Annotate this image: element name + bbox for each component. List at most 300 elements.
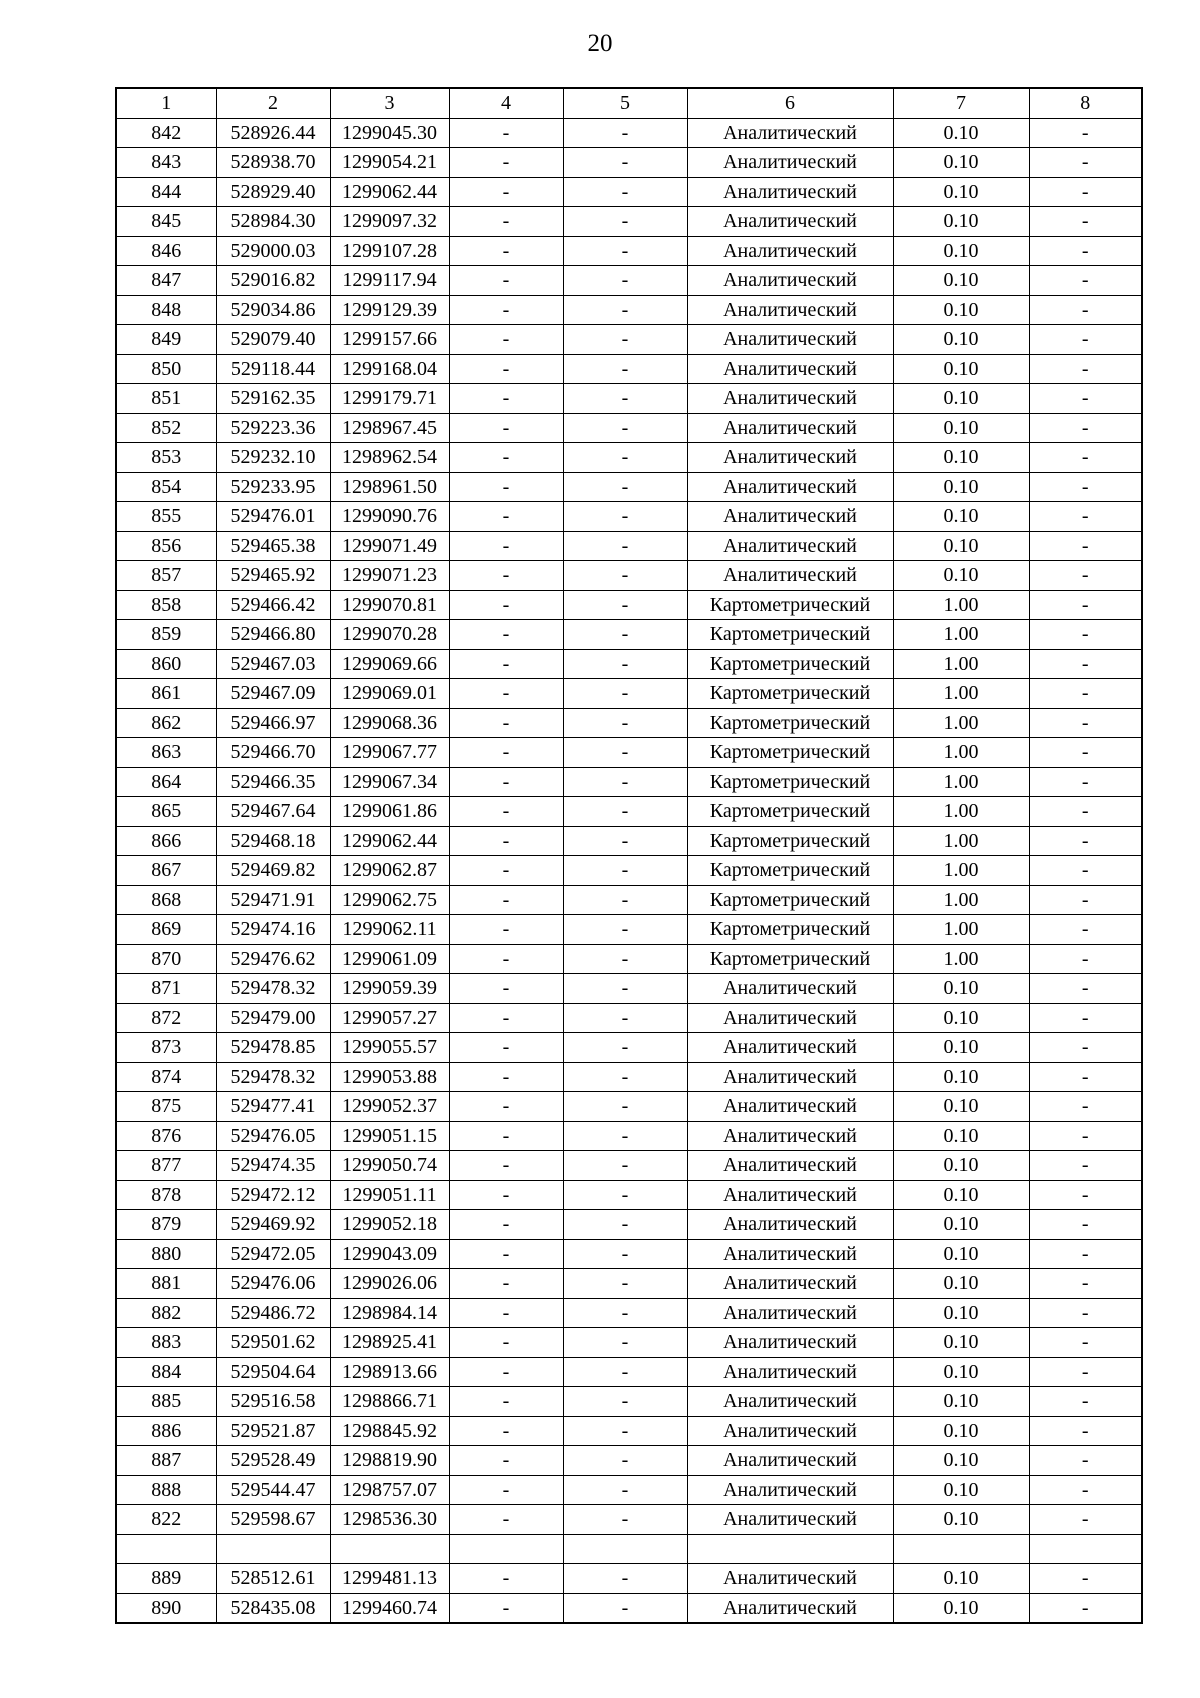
- col8-cell: -: [1029, 944, 1142, 974]
- accuracy-cell: 1.00: [893, 915, 1029, 945]
- x-coordinate-cell: 529476.05: [216, 1121, 330, 1151]
- table-row: [116, 1534, 1142, 1564]
- table-row: [116, 177, 1142, 207]
- table-row: [116, 1298, 1142, 1328]
- column-header: 8: [1029, 88, 1142, 118]
- y-coordinate-cell: [330, 1534, 449, 1564]
- col4-cell: -: [449, 1564, 563, 1594]
- col5-cell: -: [563, 826, 687, 856]
- method-cell: Картометрический: [687, 767, 893, 797]
- col4-cell: -: [449, 1416, 563, 1446]
- x-coordinate-cell: 528926.44: [216, 118, 330, 148]
- x-coordinate-cell: 529466.80: [216, 620, 330, 650]
- table-row: [116, 118, 1142, 148]
- point-number-cell: 867: [116, 856, 216, 886]
- x-coordinate-cell: 529466.70: [216, 738, 330, 768]
- accuracy-cell: 0.10: [893, 1416, 1029, 1446]
- col4-cell: -: [449, 679, 563, 709]
- x-coordinate-cell: 529467.03: [216, 649, 330, 679]
- table-row: [116, 826, 1142, 856]
- col5-cell: -: [563, 1269, 687, 1299]
- x-coordinate-cell: 529468.18: [216, 826, 330, 856]
- col4-cell: -: [449, 1357, 563, 1387]
- col5-cell: -: [563, 1239, 687, 1269]
- x-coordinate-cell: 529474.35: [216, 1151, 330, 1181]
- method-cell: Аналитический: [687, 1003, 893, 1033]
- y-coordinate-cell: 1299107.28: [330, 236, 449, 266]
- x-coordinate-cell: 529472.05: [216, 1239, 330, 1269]
- col5-cell: -: [563, 885, 687, 915]
- col5-cell: -: [563, 797, 687, 827]
- point-number-cell: 849: [116, 325, 216, 355]
- col4-cell: -: [449, 1328, 563, 1358]
- x-coordinate-cell: 529467.64: [216, 797, 330, 827]
- col5-cell: -: [563, 620, 687, 650]
- method-cell: Картометрический: [687, 738, 893, 768]
- accuracy-cell: 0.10: [893, 354, 1029, 384]
- table-row: [116, 590, 1142, 620]
- column-header: 4: [449, 88, 563, 118]
- x-coordinate-cell: 529528.49: [216, 1446, 330, 1476]
- point-number-cell: 843: [116, 148, 216, 178]
- y-coordinate-cell: 1299068.36: [330, 708, 449, 738]
- col8-cell: -: [1029, 1475, 1142, 1505]
- method-cell: Картометрический: [687, 944, 893, 974]
- col8-cell: -: [1029, 856, 1142, 886]
- method-cell: Картометрический: [687, 679, 893, 709]
- col8-cell: -: [1029, 620, 1142, 650]
- accuracy-cell: 0.10: [893, 1593, 1029, 1623]
- accuracy-cell: 0.10: [893, 148, 1029, 178]
- method-cell: Аналитический: [687, 1092, 893, 1122]
- col8-cell: -: [1029, 443, 1142, 473]
- col4-cell: -: [449, 413, 563, 443]
- accuracy-cell: 0.10: [893, 1564, 1029, 1594]
- col5-cell: -: [563, 266, 687, 296]
- col5-cell: -: [563, 1092, 687, 1122]
- point-number-cell: 851: [116, 384, 216, 414]
- table-row: [116, 1328, 1142, 1358]
- x-coordinate-cell: 528984.30: [216, 207, 330, 237]
- column-header: 6: [687, 88, 893, 118]
- method-cell: Аналитический: [687, 974, 893, 1004]
- table-body: [116, 118, 1142, 1623]
- table-header-row: [116, 88, 1142, 118]
- accuracy-cell: 0.10: [893, 177, 1029, 207]
- col4-cell: -: [449, 856, 563, 886]
- col8-cell: -: [1029, 236, 1142, 266]
- point-number-cell: 853: [116, 443, 216, 473]
- x-coordinate-cell: 529476.06: [216, 1269, 330, 1299]
- x-coordinate-cell: 528435.08: [216, 1593, 330, 1623]
- column-header: 3: [330, 88, 449, 118]
- method-cell: Аналитический: [687, 1416, 893, 1446]
- col8-cell: -: [1029, 384, 1142, 414]
- col5-cell: -: [563, 561, 687, 591]
- method-cell: Аналитический: [687, 354, 893, 384]
- y-coordinate-cell: 1299051.15: [330, 1121, 449, 1151]
- col5-cell: -: [563, 1357, 687, 1387]
- table-row: [116, 944, 1142, 974]
- point-number-cell: 872: [116, 1003, 216, 1033]
- col4-cell: -: [449, 443, 563, 473]
- col4-cell: -: [449, 295, 563, 325]
- x-coordinate-cell: 529516.58: [216, 1387, 330, 1417]
- y-coordinate-cell: 1299070.81: [330, 590, 449, 620]
- point-number-cell: 865: [116, 797, 216, 827]
- x-coordinate-cell: 529478.85: [216, 1033, 330, 1063]
- col4-cell: -: [449, 325, 563, 355]
- col8-cell: -: [1029, 1593, 1142, 1623]
- point-number-cell: 863: [116, 738, 216, 768]
- col4-cell: -: [449, 944, 563, 974]
- col4-cell: -: [449, 1593, 563, 1623]
- table-row: [116, 1062, 1142, 1092]
- col8-cell: -: [1029, 1416, 1142, 1446]
- col5-cell: -: [563, 708, 687, 738]
- accuracy-cell: 0.10: [893, 325, 1029, 355]
- x-coordinate-cell: 529466.35: [216, 767, 330, 797]
- accuracy-cell: [893, 1534, 1029, 1564]
- col5-cell: -: [563, 384, 687, 414]
- y-coordinate-cell: 1299179.71: [330, 384, 449, 414]
- x-coordinate-cell: 529474.16: [216, 915, 330, 945]
- x-coordinate-cell: 529232.10: [216, 443, 330, 473]
- table-row: [116, 1092, 1142, 1122]
- col4-cell: -: [449, 649, 563, 679]
- method-cell: Аналитический: [687, 472, 893, 502]
- col8-cell: -: [1029, 1357, 1142, 1387]
- col5-cell: -: [563, 1446, 687, 1476]
- accuracy-cell: 0.10: [893, 1121, 1029, 1151]
- accuracy-cell: 1.00: [893, 944, 1029, 974]
- accuracy-cell: 1.00: [893, 856, 1029, 886]
- x-coordinate-cell: 529465.38: [216, 531, 330, 561]
- y-coordinate-cell: 1299062.87: [330, 856, 449, 886]
- point-number-cell: 875: [116, 1092, 216, 1122]
- method-cell: Аналитический: [687, 1475, 893, 1505]
- col8-cell: -: [1029, 472, 1142, 502]
- col8-cell: -: [1029, 1121, 1142, 1151]
- method-cell: Аналитический: [687, 384, 893, 414]
- method-cell: Аналитический: [687, 1121, 893, 1151]
- accuracy-cell: 0.10: [893, 502, 1029, 532]
- point-number-cell: 882: [116, 1298, 216, 1328]
- method-cell: Аналитический: [687, 148, 893, 178]
- col5-cell: -: [563, 531, 687, 561]
- accuracy-cell: 0.10: [893, 1298, 1029, 1328]
- col8-cell: -: [1029, 1269, 1142, 1299]
- method-cell: Аналитический: [687, 1269, 893, 1299]
- point-number-cell: 861: [116, 679, 216, 709]
- method-cell: Аналитический: [687, 266, 893, 296]
- col8-cell: -: [1029, 1505, 1142, 1535]
- col8-cell: [1029, 1534, 1142, 1564]
- method-cell: Аналитический: [687, 177, 893, 207]
- col8-cell: -: [1029, 1564, 1142, 1594]
- y-coordinate-cell: 1298967.45: [330, 413, 449, 443]
- col4-cell: -: [449, 1121, 563, 1151]
- x-coordinate-cell: 529486.72: [216, 1298, 330, 1328]
- table-row: [116, 738, 1142, 768]
- col8-cell: -: [1029, 177, 1142, 207]
- y-coordinate-cell: 1299168.04: [330, 354, 449, 384]
- y-coordinate-cell: 1299052.37: [330, 1092, 449, 1122]
- point-number-cell: 878: [116, 1180, 216, 1210]
- col4-cell: -: [449, 1298, 563, 1328]
- col5-cell: -: [563, 207, 687, 237]
- table-row: [116, 1387, 1142, 1417]
- y-coordinate-cell: 1299117.94: [330, 266, 449, 296]
- col8-cell: -: [1029, 1387, 1142, 1417]
- x-coordinate-cell: 529471.91: [216, 885, 330, 915]
- col8-cell: -: [1029, 1328, 1142, 1358]
- y-coordinate-cell: 1299054.21: [330, 148, 449, 178]
- x-coordinate-cell: 529472.12: [216, 1180, 330, 1210]
- accuracy-cell: 0.10: [893, 266, 1029, 296]
- accuracy-cell: 0.10: [893, 1180, 1029, 1210]
- method-cell: Аналитический: [687, 118, 893, 148]
- col5-cell: -: [563, 1387, 687, 1417]
- column-header: 1: [116, 88, 216, 118]
- col8-cell: -: [1029, 413, 1142, 443]
- point-number-cell: 869: [116, 915, 216, 945]
- method-cell: Картометрический: [687, 826, 893, 856]
- x-coordinate-cell: 528938.70: [216, 148, 330, 178]
- col5-cell: -: [563, 1416, 687, 1446]
- col5-cell: -: [563, 413, 687, 443]
- table-row: [116, 708, 1142, 738]
- x-coordinate-cell: 529162.35: [216, 384, 330, 414]
- col4-cell: -: [449, 266, 563, 296]
- accuracy-cell: 0.10: [893, 207, 1029, 237]
- y-coordinate-cell: 1299026.06: [330, 1269, 449, 1299]
- table-row: [116, 1357, 1142, 1387]
- col5-cell: -: [563, 1505, 687, 1535]
- y-coordinate-cell: 1299062.75: [330, 885, 449, 915]
- x-coordinate-cell: 529478.32: [216, 974, 330, 1004]
- accuracy-cell: 0.10: [893, 1505, 1029, 1535]
- table-row: [116, 1239, 1142, 1269]
- col4-cell: -: [449, 561, 563, 591]
- table-row: [116, 679, 1142, 709]
- accuracy-cell: 0.10: [893, 1475, 1029, 1505]
- col8-cell: -: [1029, 1062, 1142, 1092]
- accuracy-cell: 1.00: [893, 649, 1029, 679]
- point-number-cell: 842: [116, 118, 216, 148]
- y-coordinate-cell: 1299051.11: [330, 1180, 449, 1210]
- point-number-cell: 850: [116, 354, 216, 384]
- y-coordinate-cell: 1299090.76: [330, 502, 449, 532]
- table-row: [116, 767, 1142, 797]
- accuracy-cell: 1.00: [893, 620, 1029, 650]
- x-coordinate-cell: 529223.36: [216, 413, 330, 443]
- x-coordinate-cell: 529466.97: [216, 708, 330, 738]
- table-row: [116, 413, 1142, 443]
- point-number-cell: [116, 1534, 216, 1564]
- x-coordinate-cell: 528929.40: [216, 177, 330, 207]
- accuracy-cell: 1.00: [893, 679, 1029, 709]
- table-row: [116, 384, 1142, 414]
- accuracy-cell: 0.10: [893, 1003, 1029, 1033]
- col4-cell: -: [449, 590, 563, 620]
- table-row: [116, 1446, 1142, 1476]
- point-number-cell: 866: [116, 826, 216, 856]
- table-row: [116, 561, 1142, 591]
- col5-cell: -: [563, 1062, 687, 1092]
- method-cell: Аналитический: [687, 443, 893, 473]
- point-number-cell: 885: [116, 1387, 216, 1417]
- accuracy-cell: 0.10: [893, 561, 1029, 591]
- col8-cell: -: [1029, 148, 1142, 178]
- point-number-cell: 857: [116, 561, 216, 591]
- x-coordinate-cell: 529469.82: [216, 856, 330, 886]
- col8-cell: -: [1029, 266, 1142, 296]
- col5-cell: -: [563, 148, 687, 178]
- point-number-cell: 822: [116, 1505, 216, 1535]
- y-coordinate-cell: 1299050.74: [330, 1151, 449, 1181]
- point-number-cell: 864: [116, 767, 216, 797]
- accuracy-cell: 0.10: [893, 1269, 1029, 1299]
- y-coordinate-cell: 1298845.92: [330, 1416, 449, 1446]
- method-cell: Картометрический: [687, 590, 893, 620]
- y-coordinate-cell: 1298913.66: [330, 1357, 449, 1387]
- col8-cell: -: [1029, 1210, 1142, 1240]
- col5-cell: -: [563, 974, 687, 1004]
- col4-cell: -: [449, 1505, 563, 1535]
- accuracy-cell: 0.10: [893, 1387, 1029, 1417]
- accuracy-cell: 0.10: [893, 118, 1029, 148]
- x-coordinate-cell: 529118.44: [216, 354, 330, 384]
- table-row: [116, 1033, 1142, 1063]
- y-coordinate-cell: 1299062.44: [330, 177, 449, 207]
- method-cell: Аналитический: [687, 295, 893, 325]
- col8-cell: -: [1029, 1151, 1142, 1181]
- x-coordinate-cell: 529467.09: [216, 679, 330, 709]
- method-cell: Картометрический: [687, 708, 893, 738]
- point-number-cell: 860: [116, 649, 216, 679]
- y-coordinate-cell: 1299057.27: [330, 1003, 449, 1033]
- y-coordinate-cell: 1299069.01: [330, 679, 449, 709]
- col4-cell: -: [449, 384, 563, 414]
- table-row: [116, 266, 1142, 296]
- accuracy-cell: 0.10: [893, 295, 1029, 325]
- method-cell: Картометрический: [687, 797, 893, 827]
- col4-cell: -: [449, 531, 563, 561]
- col8-cell: -: [1029, 797, 1142, 827]
- point-number-cell: 883: [116, 1328, 216, 1358]
- table-row: [116, 1180, 1142, 1210]
- x-coordinate-cell: 529504.64: [216, 1357, 330, 1387]
- col5-cell: -: [563, 443, 687, 473]
- y-coordinate-cell: 1299067.34: [330, 767, 449, 797]
- accuracy-cell: 0.10: [893, 1033, 1029, 1063]
- accuracy-cell: 1.00: [893, 738, 1029, 768]
- table-row: [116, 856, 1142, 886]
- y-coordinate-cell: 1299097.32: [330, 207, 449, 237]
- point-number-cell: 886: [116, 1416, 216, 1446]
- y-coordinate-cell: 1298819.90: [330, 1446, 449, 1476]
- col8-cell: -: [1029, 738, 1142, 768]
- accuracy-cell: 0.10: [893, 1328, 1029, 1358]
- col8-cell: -: [1029, 1003, 1142, 1033]
- col4-cell: -: [449, 738, 563, 768]
- table-row: [116, 649, 1142, 679]
- col4-cell: -: [449, 148, 563, 178]
- point-number-cell: 881: [116, 1269, 216, 1299]
- col5-cell: -: [563, 738, 687, 768]
- table-row: [116, 1210, 1142, 1240]
- x-coordinate-cell: 529465.92: [216, 561, 330, 591]
- col5-cell: -: [563, 1564, 687, 1594]
- accuracy-cell: 0.10: [893, 1062, 1029, 1092]
- col5-cell: -: [563, 472, 687, 502]
- col5-cell: -: [563, 944, 687, 974]
- point-number-cell: 858: [116, 590, 216, 620]
- col8-cell: -: [1029, 118, 1142, 148]
- method-cell: Аналитический: [687, 1446, 893, 1476]
- method-cell: Аналитический: [687, 1239, 893, 1269]
- method-cell: Аналитический: [687, 1298, 893, 1328]
- method-cell: Аналитический: [687, 502, 893, 532]
- accuracy-cell: 0.10: [893, 236, 1029, 266]
- x-coordinate-cell: 529544.47: [216, 1475, 330, 1505]
- col8-cell: -: [1029, 590, 1142, 620]
- point-number-cell: 847: [116, 266, 216, 296]
- col4-cell: -: [449, 1180, 563, 1210]
- point-number-cell: 887: [116, 1446, 216, 1476]
- col5-cell: -: [563, 1475, 687, 1505]
- method-cell: Аналитический: [687, 325, 893, 355]
- table-row: [116, 885, 1142, 915]
- col5-cell: [563, 1534, 687, 1564]
- y-coordinate-cell: 1299043.09: [330, 1239, 449, 1269]
- point-number-cell: 852: [116, 413, 216, 443]
- col8-cell: -: [1029, 679, 1142, 709]
- col4-cell: -: [449, 472, 563, 502]
- col8-cell: -: [1029, 325, 1142, 355]
- point-number-cell: 879: [116, 1210, 216, 1240]
- col4-cell: -: [449, 1151, 563, 1181]
- col5-cell: -: [563, 1121, 687, 1151]
- table-row: [116, 915, 1142, 945]
- col5-cell: -: [563, 590, 687, 620]
- table-row: [116, 620, 1142, 650]
- accuracy-cell: 1.00: [893, 885, 1029, 915]
- point-number-cell: 889: [116, 1564, 216, 1594]
- col4-cell: -: [449, 620, 563, 650]
- point-number-cell: 888: [116, 1475, 216, 1505]
- col8-cell: -: [1029, 1239, 1142, 1269]
- y-coordinate-cell: 1299052.18: [330, 1210, 449, 1240]
- col5-cell: -: [563, 856, 687, 886]
- accuracy-cell: 0.10: [893, 384, 1029, 414]
- col4-cell: -: [449, 1003, 563, 1033]
- col8-cell: -: [1029, 826, 1142, 856]
- y-coordinate-cell: 1299061.86: [330, 797, 449, 827]
- point-number-cell: 884: [116, 1357, 216, 1387]
- table-row: [116, 1151, 1142, 1181]
- table-row: [116, 1269, 1142, 1299]
- table-row: [116, 1416, 1142, 1446]
- y-coordinate-cell: 1299070.28: [330, 620, 449, 650]
- method-cell: Картометрический: [687, 915, 893, 945]
- col4-cell: -: [449, 1033, 563, 1063]
- col4-cell: -: [449, 207, 563, 237]
- x-coordinate-cell: 529476.01: [216, 502, 330, 532]
- point-number-cell: 855: [116, 502, 216, 532]
- method-cell: Аналитический: [687, 1210, 893, 1240]
